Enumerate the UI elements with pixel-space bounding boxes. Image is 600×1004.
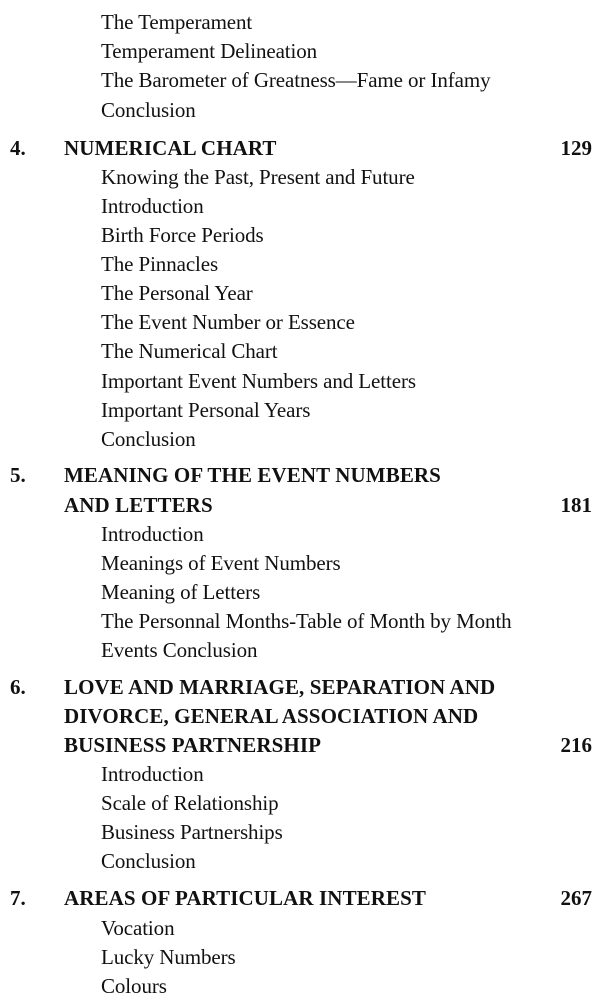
toc-subitem: The Personal Year	[101, 281, 253, 305]
toc-subitem: Meanings of Event Numbers	[101, 551, 341, 575]
toc-subitem: Important Personal Years	[101, 398, 311, 422]
toc-subitem: Birth Force Periods	[101, 223, 264, 247]
toc-subitem: Vocation	[101, 916, 175, 940]
toc-subitem: Conclusion	[101, 98, 196, 122]
toc-subitem: The Personnal Months-Table of Month by Month	[101, 609, 512, 633]
toc-subitem: The Numerical Chart	[101, 339, 278, 363]
toc-subitem: Important Event Numbers and Letters	[101, 369, 416, 393]
toc-subitem: The Temperament	[101, 10, 253, 34]
toc-subitem: The Pinnacles	[101, 252, 219, 276]
toc-subitem: Knowing the Past, Present and Future	[101, 165, 415, 189]
toc-subitem: Conclusion	[101, 849, 196, 873]
chapter-title: AND LETTERS	[64, 493, 213, 517]
toc-subitem: Introduction	[101, 762, 204, 786]
toc-subitem: Scale of Relationship	[101, 791, 279, 815]
toc-subitem: Conclusion	[101, 427, 196, 451]
chapter-number: 4.	[10, 136, 26, 160]
chapter-title: LOVE AND MARRIAGE, SEPARATION AND	[64, 675, 496, 699]
chapter-page-number: 181	[560, 493, 592, 517]
chapter-title: AREAS OF PARTICULAR INTEREST	[64, 886, 427, 910]
chapter-number: 6.	[10, 675, 26, 699]
toc-subitem: Colours	[101, 974, 167, 998]
chapter-page-number: 216	[560, 733, 592, 757]
chapter-title: BUSINESS PARTNERSHIP	[64, 733, 322, 757]
chapter-title: MEANING OF THE EVENT NUMBERS	[64, 463, 441, 487]
toc-subitem: Introduction	[101, 522, 204, 546]
chapter-title: NUMERICAL CHART	[64, 136, 277, 160]
toc-subitem: Meaning of Letters	[101, 580, 261, 604]
toc-subitem: Business Partnerships	[101, 820, 283, 844]
chapter-number: 5.	[10, 463, 26, 487]
toc-subitem: Events Conclusion	[101, 638, 258, 662]
toc-subitem: Introduction	[101, 194, 204, 218]
toc-subitem: Lucky Numbers	[101, 945, 236, 969]
toc-subitem: The Event Number or Essence	[101, 310, 355, 334]
toc-subitem: Temperament Delineation	[101, 39, 318, 63]
chapter-page-number: 267	[560, 886, 592, 910]
chapter-page-number: 129	[560, 136, 592, 160]
chapter-title: DIVORCE, GENERAL ASSOCIATION AND	[64, 704, 479, 728]
toc-subitem: The Barometer of Greatness—Fame or Infamy	[101, 68, 491, 92]
chapter-number: 7.	[10, 886, 26, 910]
